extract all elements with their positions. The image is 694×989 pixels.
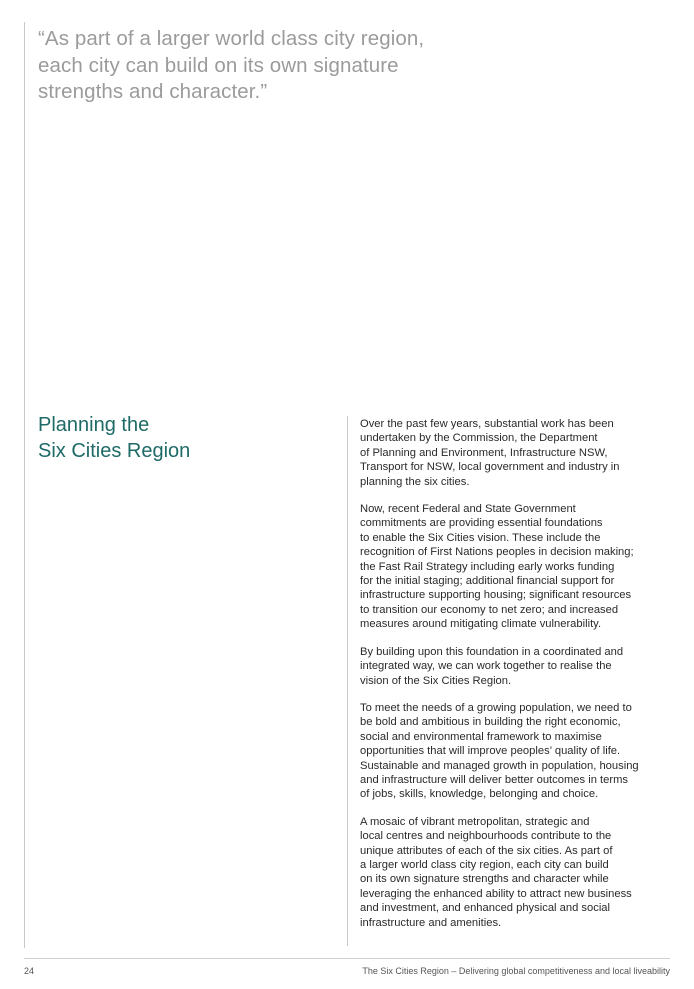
left-margin-rule [24, 22, 25, 948]
body-paragraph: Over the past few years, substantial work has been undertaken by the Commission, the Department of Planning and Environment, Infrastructure NSW, Transport for NSW, local government and industry in planning the six cities. [360, 418, 620, 488]
footer-document-title: The Six Cities Region – Delivering global competitiveness and local liveability [362, 966, 670, 976]
pull-quote: “As part of a larger world class city region, each city can build on its own signature strengths and character.” [38, 27, 425, 103]
footer-page-number: 24 [24, 966, 35, 976]
body-text-column [360, 417, 672, 943]
body-paragraph: To meet the needs of a growing population, we need to be bold and ambitious in building the right economic, social and environmental framework to maximise opportunities that will improve peoples’ quality of life. Sustainable and managed growth in population, housing and infrastructure will deliver better outcomes in terms of jobs, skills, knowledge, belonging and choice. [360, 701, 639, 801]
body-paragraph: A mosaic of vibrant metropolitan, strategic and local centres and neighbourhoods contribute to the unique attributes of each of the six cities. As part of a larger world class city region, each city can build on its own signature strengths and character while leveraging the enhanced ability to attract new business and investment, and enhanced physical and social infrastructure and amenities. [360, 815, 632, 929]
footer-rule [24, 958, 670, 959]
body-paragraph: Now, recent Federal and State Government commitments are providing essential foundations to enable the Six Cities vision. These include the recognition of First Nations peoples in decision making; the Fast Rail Strategy including early works funding for the initial staging; additional financial support for infrastructure supporting housing; significant resources to transition our economy to net zero; and increased measures around mitigating climate vulnerability. [360, 503, 634, 631]
body-paragraph: By building upon this foundation in a coordinated and integrated way, we can work together to realise the vision of the Six Cities Region. [360, 645, 624, 687]
section-heading: Planning the Six Cities Region [38, 414, 191, 462]
column-divider-rule [347, 416, 348, 946]
